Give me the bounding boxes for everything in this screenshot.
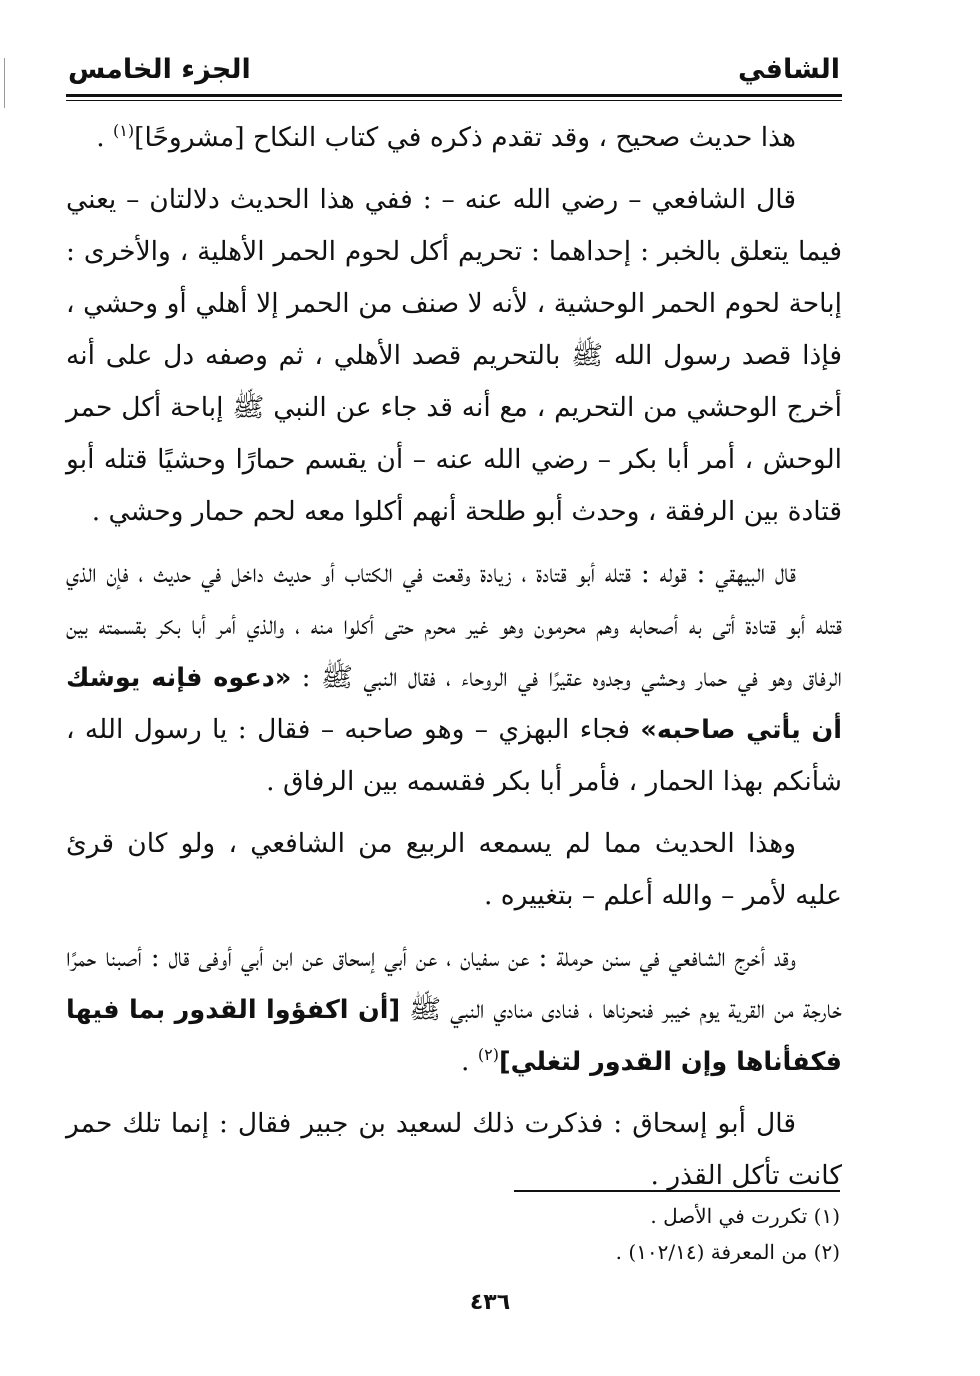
scan-margin-line xyxy=(4,58,5,108)
text-run: قال أبو إسحاق : فذكرت ذلك لسعيد بن جبير فقال : إنما تلك حمر كانت تأكل القذر . xyxy=(66,1108,842,1191)
paragraph xyxy=(66,818,842,922)
footnote-separator xyxy=(514,1190,840,1192)
text-run: وهذا الحديث مما لم يسمعه الربيع من الشافعي ، ولو كان قرئ عليه لأمر – والله أعلم – بتغييره . xyxy=(66,828,842,911)
footnote-1: (١) تكررت في الأصل . xyxy=(650,1204,840,1228)
paragraph xyxy=(66,1098,842,1202)
text-run: قال الشافعي – رضي الله عنه – : ففي هذا الحديث دلالتان – يعني فيما يتعلق بالخبر : إحداهما : تحريم أكل لحوم الحمر الأهلية ، والأخرى : إباحة لحوم الحمر الوحشية ، لأنه لا صنف من الحمر إلا أهلي أو وحشي ، فإذا قصد رسول الله ﷺ بالتحريم قصد الأهلي ، ثم وصفه دل على أنه أخرج الوحشي من التحريم ، مع أنه قد جاء عن النبي ﷺ إباحة أكل حمر الوحش ، أمر أبا بكر – رضي الله عنه – أن يقسم حمارًا وحشيًا قتله أبو قتادة بين الرفقة ، وحدث أبو طلحة أنهم أكلوا معه لحم حمار وحشي . xyxy=(66,184,842,527)
text-run: هذا حديث صحيح ، وقد تقدم ذكره في كتاب النكاح [مشروحًا] xyxy=(134,122,796,153)
text-run: فجاء البهزي – وهو صاحبه – فقال : يا رسول الله ، شأنكم بهذا الحمار ، فأمر أبا بكر فقسمه بين الرفاق . xyxy=(66,714,842,797)
footnote-ref: (٢) xyxy=(477,1045,499,1065)
text-run: وقد أخرج الشافعي في سنن حرملة : عن سفيان ، عن أبي إسحاق عن ابن أبي أوفى قال : أصبنا حمرًا خارجة من القرية يوم خيبر فنحرناها ، فنادى منادي النبي ﷺ xyxy=(66,942,842,1025)
quoted-hadith: «دعوه فإنه يوشك أن يأتي صاحبه» xyxy=(66,663,842,745)
text-run: . xyxy=(96,122,114,153)
header-rule xyxy=(66,94,842,97)
text-run: . xyxy=(461,1046,478,1077)
paragraph xyxy=(66,932,842,1088)
quoted-hadith: [أن اكفؤوا القدور بما فيها فكفأناها وإن القدور لتغلي] xyxy=(66,995,842,1077)
header-volume: الجزء الخامس xyxy=(68,53,251,85)
footnote-ref: (١) xyxy=(113,121,135,141)
page-number: ٤٣٦ xyxy=(469,1290,511,1315)
paragraph xyxy=(66,548,842,808)
header-rule-thin xyxy=(66,100,842,101)
footnotes xyxy=(300,1198,840,1270)
paragraph xyxy=(66,112,842,164)
running-header xyxy=(68,44,840,94)
text-run: قال البيهقي : قوله : قتله أبو قتادة ، زيادة وقعت في الكتاب أو حديث داخل في حديث ، فإن الذي قتله أبو قتادة أتى به أصحابه وهم محرمون وهو غير محرم حتى أكلوا منه ، والذي أمر أبا بكر بقسمته بين الرفاق وهو في حمار وحشي وجدوه عقيرًا في الروحاء ، فقال النبي ﷺ : xyxy=(66,558,842,693)
header-book-title: الشافي xyxy=(737,53,840,85)
footnote-2: (٢) من المعرفة (١٠٢/١٤) . xyxy=(615,1240,840,1264)
body-text xyxy=(66,112,842,1212)
paragraph xyxy=(66,174,842,538)
